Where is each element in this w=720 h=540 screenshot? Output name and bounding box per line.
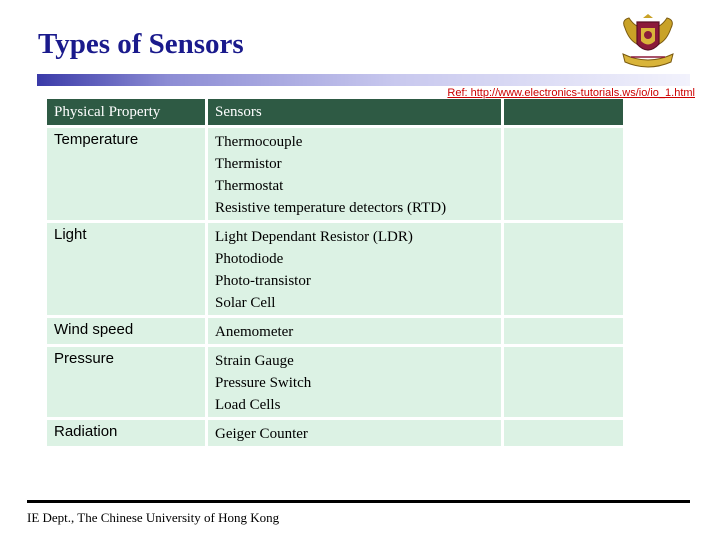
header-physical-property: Physical Property — [47, 99, 205, 125]
sensor-item: Geiger Counter — [215, 426, 308, 442]
header-empty — [504, 99, 623, 125]
table-row — [47, 420, 623, 446]
empty-cell — [504, 318, 623, 344]
sensors-cell — [208, 128, 501, 220]
sensor-item: Light Dependant Resistor (LDR) — [215, 229, 413, 245]
table-row — [47, 223, 623, 315]
header-sensors: Sensors — [208, 99, 501, 125]
reference-link[interactable]: Ref: http://www.electronics-tutorials.ws/io/io_1.html — [447, 87, 695, 99]
property-cell: Radiation — [47, 420, 205, 446]
sensor-item: Thermocouple — [215, 134, 303, 150]
sensor-item: Thermistor — [215, 156, 282, 172]
sensor-table — [44, 96, 626, 449]
sensor-item: Load Cells — [215, 397, 281, 413]
sensor-item: Pressure Switch — [215, 375, 312, 391]
title-underline — [37, 74, 690, 86]
sensor-item: Strain Gauge — [215, 353, 294, 369]
sensors-cell — [208, 318, 501, 344]
sensor-item: Thermostat — [215, 178, 284, 194]
property-cell: Temperature — [47, 128, 205, 220]
property-cell: Wind speed — [47, 318, 205, 344]
sensor-item: Resistive temperature detectors (RTD) — [215, 200, 447, 216]
sensors-cell — [208, 420, 501, 446]
empty-cell — [504, 420, 623, 446]
property-cell: Pressure — [47, 347, 205, 417]
footer-text: IE Dept., The Chinese University of Hong Kong — [27, 510, 280, 525]
sensor-item: Photo-transistor — [215, 273, 311, 289]
slide-title: Types of Sensors — [38, 28, 244, 60]
table-row — [47, 347, 623, 417]
table-row — [47, 128, 623, 220]
empty-cell — [504, 128, 623, 220]
sensor-item: Photodiode — [215, 251, 284, 267]
empty-cell — [504, 347, 623, 417]
sensors-cell — [208, 347, 501, 417]
sensor-item: Solar Cell — [215, 295, 276, 311]
table-row — [47, 318, 623, 344]
sensors-cell — [208, 223, 501, 315]
empty-cell — [504, 223, 623, 315]
footer-divider — [27, 500, 690, 503]
table-header-row — [47, 99, 623, 125]
sensor-item: Anemometer — [215, 324, 294, 340]
university-crest-icon — [619, 14, 677, 70]
property-cell: Light — [47, 223, 205, 315]
